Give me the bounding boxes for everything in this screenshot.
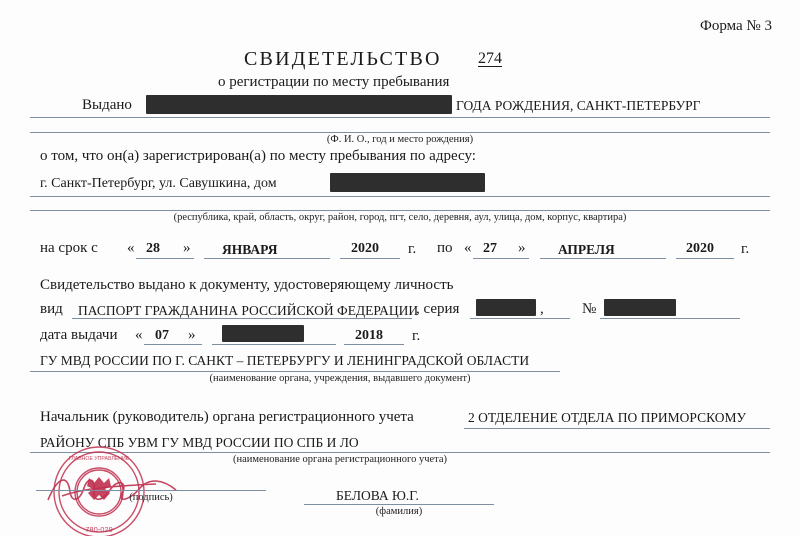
identity-issue-day: 07 [155,328,169,343]
svg-text:ГЛАВНОЕ УПРАВЛЕНИЕ: ГЛАВНОЕ УПРАВЛЕНИЕ [68,456,130,462]
identity-number-rule [600,318,740,319]
identity-authority-hint: (наименование органа, учреждения, выдавшего документ) [209,373,471,384]
identity-kind-value: ПАСПОРТ ГРАЖДАНИНА РОССИЙСКОЙ ФЕДЕРАЦИИ [78,303,419,318]
fio-hint: (Ф. И. О., год и место рождения) [326,134,474,145]
redacted-fio [146,95,452,114]
address-rule-2 [30,210,770,211]
identity-authority-rule [30,371,560,372]
issue-month-rule [212,344,336,345]
issued-to-suffix: ГОДА РОЖДЕНИЯ, САНКТ-ПЕТЕРБУРГ [456,98,701,113]
issued-to-rule [30,117,770,118]
term-to-day-rule [473,258,529,259]
address-value: г. Санкт-Петербург, ул. Савушкина, дом [40,176,277,191]
chief-office-hint: (наименование органа регистрационного учета) [232,454,448,465]
issue-quote-open: « [135,327,143,343]
term-to-day: 27 [483,241,497,256]
term-middle: по [437,240,453,256]
form-number: Форма № 3 [700,18,772,34]
chief-label: Начальник (руководитель) органа регистрационного учета [40,409,414,425]
signature-hint: (подпись) [129,492,173,503]
identity-issue-year: 2018 [355,328,383,343]
identity-kind-label: вид [40,301,63,317]
identity-authority: ГУ МВД РОССИИ ПО Г. САНКТ – ПЕТЕРБУРГУ И ЛЕНИНГРАДСКОЙ ОБЛАСТИ [40,353,530,368]
term-to-year-mark: г. [741,241,750,257]
term-quote-close-1: » [183,240,191,256]
redacted-number [604,299,676,316]
surname-rule [304,504,494,505]
identity-number-label: № [582,301,597,317]
term-quote-open-2: « [464,240,472,256]
term-to-year-rule [676,258,734,259]
term-quote-open-1: « [127,240,135,256]
term-from-month: ЯНВАРЯ [222,242,278,257]
chief-office-line-1: 2 ОТДЕЛЕНИЕ ОТДЕЛА ПО ПРИМОРСКОМУ [468,410,747,425]
term-quote-close-2: » [518,240,526,256]
identity-issue-date-label: дата выдачи [40,327,118,343]
term-to-year: 2020 [686,241,714,256]
issue-quote-close: » [188,327,196,343]
redacted-issue-month [222,325,304,342]
identity-series-label: , серия [416,301,460,317]
term-from-year-rule [340,258,400,259]
term-to-month-rule [540,258,666,259]
certificate-number: 274 [478,50,502,67]
issued-to-label: Выдано [82,97,132,113]
identity-series-rule [470,318,570,319]
term-to-month: АПРЕЛЯ [558,242,615,257]
term-from-year-mark: г. [408,241,417,257]
identity-issue-year-mark: г. [412,328,421,344]
chief-office-line-2: РАЙОНУ СПБ УВМ ГУ МВД РОССИИ ПО СПБ И ЛО [40,435,359,450]
issue-day-rule [144,344,202,345]
identity-series-comma: , [540,301,544,317]
term-from-day-rule [136,258,194,259]
surname-hint: (фамилия) [375,506,423,517]
registration-statement: о том, что он(а) зарегистрирован(а) по месту пребывания по адресу: [40,148,476,164]
term-from-day: 28 [146,241,160,256]
identity-kind-rule [72,318,412,319]
svg-text:780-029: 780-029 [85,525,113,534]
surname-value: БЕЛОВА Ю.Г. [336,488,419,503]
redacted-series [476,299,536,316]
address-hint: (республика, край, область, округ, район, город, пгт, село, деревня, аул, улица, дом, корпус, квартира) [173,212,627,223]
term-prefix: на срок с [40,240,98,256]
redacted-address-detail [330,173,485,192]
fio-rule [30,132,770,133]
identity-statement: Свидетельство выдано к документу, удостоверяющему личность [40,277,454,293]
address-rule-1 [30,196,770,197]
issue-year-rule [344,344,404,345]
page-title: СВИДЕТЕЛЬСТВО [244,48,442,70]
term-from-month-rule [204,258,330,259]
page-subtitle: о регистрации по месту пребывания [218,74,450,90]
signature-rule [36,490,266,491]
term-from-year: 2020 [351,241,379,256]
chief-office-rule-1 [464,428,770,429]
